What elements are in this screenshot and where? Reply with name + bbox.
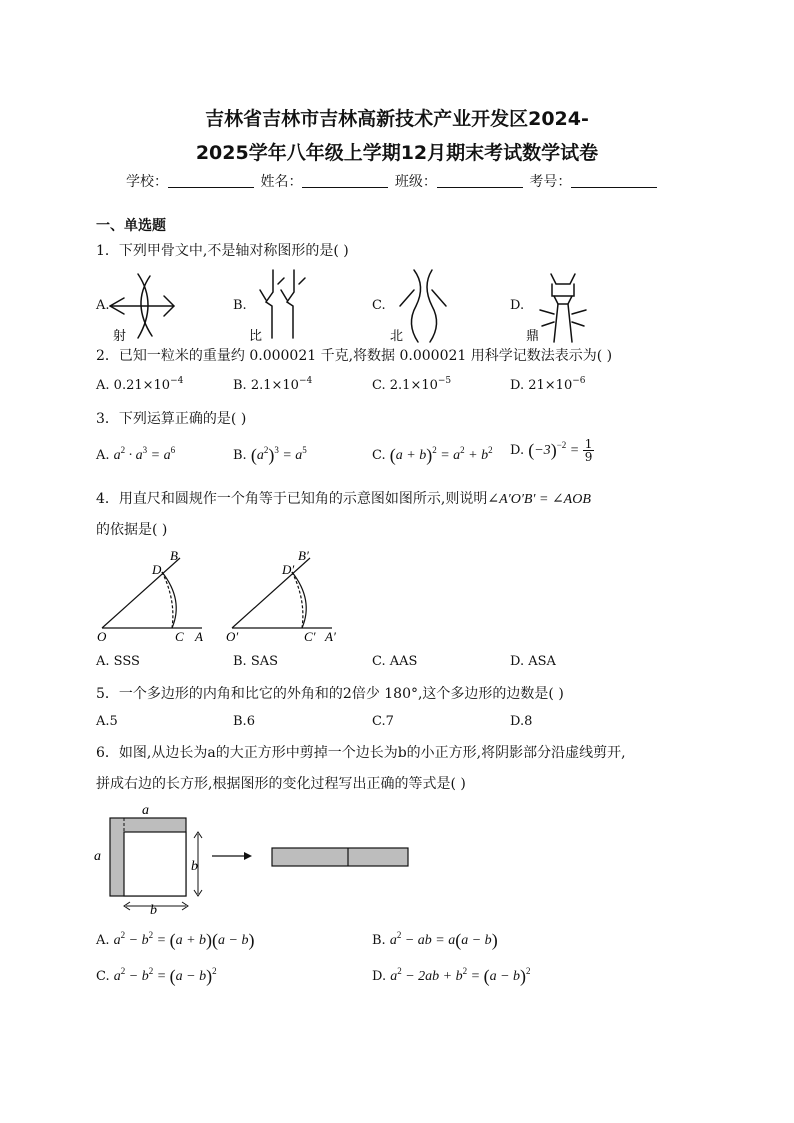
q2-option-c-base: 2.1×10 xyxy=(389,378,438,393)
q4-option-b-text: SAS xyxy=(250,654,279,669)
q6-option-a-letter: A. xyxy=(96,933,110,948)
q4-angle-figures xyxy=(92,546,362,646)
question-1-stem: 1．下列甲骨文中,不是轴对称图形的是( ) xyxy=(96,243,349,259)
q1-caption-c: 北 xyxy=(390,328,404,343)
q5-option-a-letter: A. xyxy=(96,714,110,729)
label-b: B xyxy=(170,548,178,563)
name-label: 姓名： xyxy=(260,174,303,190)
q4-option-d xyxy=(510,654,556,669)
q6-option-d: D. $a^2 - 2ab + b^2 = (a - b)^2$ xyxy=(372,966,531,986)
fraction-numerator: 1 xyxy=(584,437,593,451)
question-6-stem-line1: 6．如图,从边长为a的大正方形中剪掉一个边长为b的小正方形,将阴影部分沿虚线剪开, xyxy=(96,745,626,761)
exam-number-label: 考号： xyxy=(529,174,572,190)
q6-label-a-top: a xyxy=(142,803,149,818)
q4-option-b-letter: B. xyxy=(233,654,247,669)
q3-option-a: A. $a^2 \cdot a^3 = a^6$ xyxy=(96,445,176,463)
q6-option-b-letter: B. xyxy=(372,933,386,948)
question-4-stem-line1 xyxy=(96,488,591,508)
q6-label-b-right: b xyxy=(191,859,198,874)
q6-option-c-letter: C. xyxy=(96,969,110,984)
class-blank[interactable] xyxy=(437,173,523,188)
q1-oracle-figures xyxy=(96,266,696,346)
q2-option-c-letter: C. xyxy=(372,378,386,393)
page-title-line2: 2025学年八年级上学期12月期末考试数学试卷 xyxy=(195,142,599,164)
q5-option-d-letter: D. xyxy=(510,714,525,729)
q2-option-d xyxy=(510,376,586,393)
question-6-stem-line2: 拼成右边的长方形,根据图形的变化过程写出正确的等式是( ) xyxy=(96,776,466,792)
q1-option-d-letter: D. xyxy=(510,298,525,313)
q5-option-b-text: 6 xyxy=(246,714,255,729)
school-label: 学校： xyxy=(126,174,168,190)
q3-option-b-letter: B. xyxy=(233,448,247,463)
q4-option-d-text: ASA xyxy=(528,654,556,669)
label-a-prime: A′ xyxy=(325,629,336,644)
q1-option-b-letter: B. xyxy=(233,298,247,313)
q6-rectangle xyxy=(272,848,408,866)
q4-option-a xyxy=(96,654,140,669)
q4-stem-math: ∠A′O′B′ = ∠AOB xyxy=(487,492,591,507)
q1-caption-d: 鼎 xyxy=(526,328,540,343)
class-label: 班级： xyxy=(394,174,437,190)
exam-number-blank[interactable] xyxy=(571,173,657,188)
label-d: D xyxy=(152,562,162,577)
q2-option-d-letter: D. xyxy=(510,378,525,393)
oracle-bi-glyph xyxy=(260,270,305,338)
q6-label-b-bottom: b xyxy=(150,903,157,918)
q5-option-b-letter: B. xyxy=(233,714,247,729)
q6-option-b: B. $a^2$ − ab = a(a − b) xyxy=(372,930,498,950)
q5-option-c-text: 7 xyxy=(385,714,394,729)
label-c-prime: C′ xyxy=(304,629,316,644)
question-4-stem-line2: 的依据是( ) xyxy=(96,522,168,538)
fraction-denominator: 9 xyxy=(584,450,593,464)
q6-label-a-left: a xyxy=(94,849,101,864)
q4-option-a-letter: A. xyxy=(96,654,110,669)
q3-option-d-letter: D. xyxy=(510,443,525,458)
q6-cut-square xyxy=(110,818,186,896)
q4-option-c-letter: C. xyxy=(372,654,386,669)
q4-option-a-text: SSS xyxy=(113,654,140,669)
q6-square-figure xyxy=(90,800,420,920)
q2-option-a-letter: A. xyxy=(96,378,110,393)
q2-option-c-exp: −5 xyxy=(437,376,452,386)
q2-option-a-base: 0.21×10 xyxy=(113,378,171,393)
q2-option-b-exp: −4 xyxy=(298,376,313,386)
label-c: C xyxy=(175,629,184,644)
q3-option-d-fraction xyxy=(583,438,595,463)
q4-stem-text: 4．用直尺和圆规作一个角等于已知角的示意图如图所示,则说明 xyxy=(96,491,488,507)
q4-option-b xyxy=(233,654,278,669)
q5-option-c-letter: C. xyxy=(372,714,386,729)
q3-option-a-letter: A. xyxy=(96,448,110,463)
section-title: 一、单选题 xyxy=(96,218,166,234)
label-a: A xyxy=(195,629,203,644)
q5-option-d xyxy=(510,714,532,729)
q5-option-a-text: 5 xyxy=(109,714,118,729)
q3-option-b: B. $(a^2)^3 = a^5$ xyxy=(233,445,307,465)
q4-option-c xyxy=(372,654,417,669)
q5-option-a xyxy=(96,714,118,729)
q6-option-c: C. $a^2 - b^2 = (a - b)^2$ xyxy=(96,966,217,986)
question-2-stem: 2．已知一粒米的重量约 0.000021 千克,将数据 0.000021 用科学记数法表示为( ) xyxy=(96,348,613,364)
q1-caption-b: 比 xyxy=(249,328,263,343)
q2-option-d-base: 21×10 xyxy=(528,378,573,393)
label-b-prime: B′ xyxy=(298,548,309,563)
q1-option-c-letter: C. xyxy=(372,298,386,313)
q3-option-d: D. $(-3)^{-2}$ = $\frac{1}{9}$ xyxy=(510,437,593,464)
q2-option-a-exp: −4 xyxy=(170,376,184,386)
q2-option-b-letter: B. xyxy=(233,378,247,393)
q6-option-d-letter: D. xyxy=(372,969,387,984)
page-title-line1: 吉林省吉林市吉林高新技术产业开发区2024- xyxy=(205,108,589,130)
label-d-prime: D′ xyxy=(282,562,295,577)
q6-arrow xyxy=(212,852,252,860)
name-blank[interactable] xyxy=(302,173,388,188)
oracle-ding-glyph xyxy=(540,274,586,342)
q2-option-b-base: 2.1×10 xyxy=(250,378,299,393)
q2-option-a xyxy=(96,376,183,393)
student-info-row xyxy=(126,171,659,191)
q4-option-d-letter: D. xyxy=(510,654,525,669)
q5-option-d-text: 8 xyxy=(524,714,533,729)
label-o: O xyxy=(97,629,107,644)
q3-option-c-letter: C. xyxy=(372,448,386,463)
q5-option-b xyxy=(233,714,255,729)
q4-option-c-text: AAS xyxy=(389,654,418,669)
q2-option-b xyxy=(233,376,312,393)
q3-option-c: C. $(a + b)^2 = a^2 + b^2$ xyxy=(372,445,493,465)
question-3-stem: 3．下列运算正确的是( ) xyxy=(96,411,247,427)
q1-caption-a: 射 xyxy=(113,328,127,343)
q5-option-c xyxy=(372,714,394,729)
q1-option-a-letter: A. xyxy=(96,298,110,313)
q2-option-d-exp: −6 xyxy=(572,376,586,386)
q6-option-a: A. $a^2 - b^2 = (a + b)(a - b)$ xyxy=(96,930,255,950)
school-blank[interactable] xyxy=(168,173,254,188)
label-o-prime: O′ xyxy=(226,629,239,644)
question-5-stem: 5．一个多边形的内角和比它的外角和的2倍少 180°,这个多边形的边数是( ) xyxy=(96,686,564,702)
q2-option-c xyxy=(372,376,451,393)
oracle-bei-glyph xyxy=(400,270,446,342)
